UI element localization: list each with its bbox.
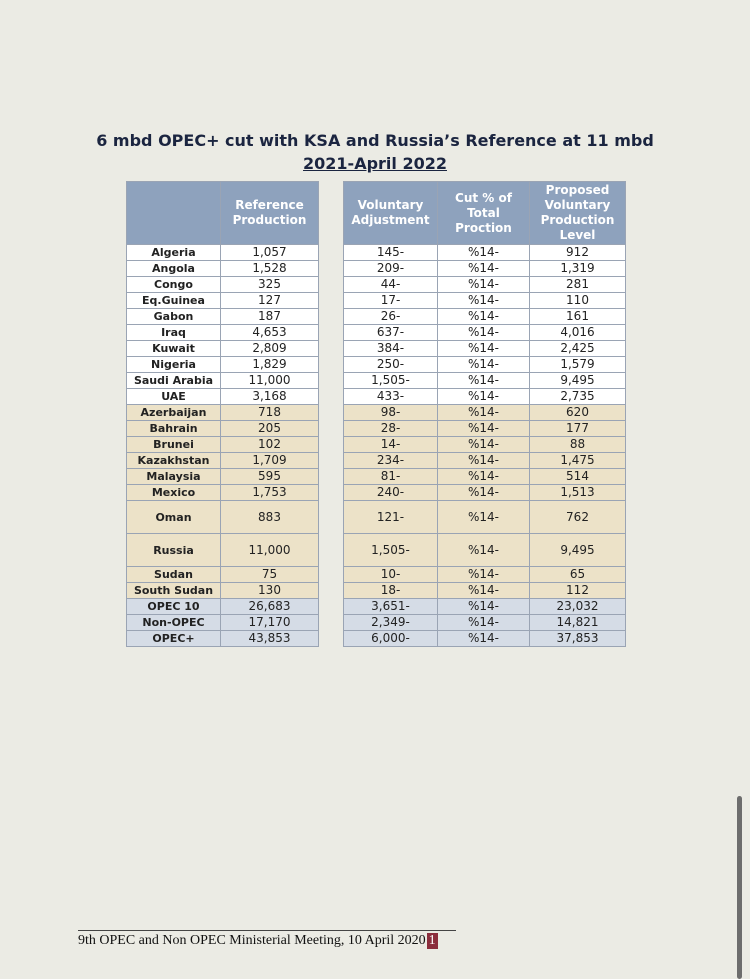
table-row bbox=[344, 567, 626, 583]
reference-cell: 102 bbox=[221, 437, 319, 453]
table-row bbox=[344, 373, 626, 389]
reference-cell: 718 bbox=[221, 405, 319, 421]
table-row bbox=[127, 277, 319, 293]
country-cell: Kazakhstan bbox=[127, 453, 221, 469]
proposed-level-cell: 4,016 bbox=[530, 325, 626, 341]
adjustment-cell: 6,000- bbox=[344, 631, 438, 647]
cut-percent-cell: %14- bbox=[438, 453, 530, 469]
table-row bbox=[127, 293, 319, 309]
adjustment-cell: 1,505- bbox=[344, 373, 438, 389]
reference-cell: 43,853 bbox=[221, 631, 319, 647]
table-row bbox=[127, 245, 319, 261]
proposed-level-cell: 2,425 bbox=[530, 341, 626, 357]
table-row bbox=[127, 373, 319, 389]
reference-cell: 11,000 bbox=[221, 534, 319, 567]
country-header bbox=[127, 182, 221, 245]
reference-cell: 130 bbox=[221, 583, 319, 599]
reference-cell: 1,528 bbox=[221, 261, 319, 277]
reference-cell: 4,653 bbox=[221, 325, 319, 341]
country-cell: Nigeria bbox=[127, 357, 221, 373]
proposed-level-cell: 762 bbox=[530, 501, 626, 534]
proposed-level-cell: 1,475 bbox=[530, 453, 626, 469]
reference-cell: 1,753 bbox=[221, 485, 319, 501]
table-row bbox=[127, 501, 319, 534]
table-row bbox=[127, 534, 319, 567]
cut-percent-cell: %14- bbox=[438, 567, 530, 583]
country-cell: Congo bbox=[127, 277, 221, 293]
cut-percent-cell: %14- bbox=[438, 583, 530, 599]
table-row bbox=[127, 453, 319, 469]
table-row bbox=[127, 615, 319, 631]
country-cell: Eq.Guinea bbox=[127, 293, 221, 309]
reference-cell: 883 bbox=[221, 501, 319, 534]
reference-cell: 2,809 bbox=[221, 341, 319, 357]
adjustment-cell: 10- bbox=[344, 567, 438, 583]
cut-percent-cell: %14- bbox=[438, 389, 530, 405]
adjustment-cell: 637- bbox=[344, 325, 438, 341]
proposed-level-cell: 88 bbox=[530, 437, 626, 453]
proposed-level-cell: 37,853 bbox=[530, 631, 626, 647]
adjustment-cell: 81- bbox=[344, 469, 438, 485]
table-row bbox=[344, 631, 626, 647]
reference-cell: 127 bbox=[221, 293, 319, 309]
table-row bbox=[127, 437, 319, 453]
reference-cell: 205 bbox=[221, 421, 319, 437]
adjustment-cell: 121- bbox=[344, 501, 438, 534]
table-row bbox=[127, 389, 319, 405]
reference-production-header: Reference Production bbox=[221, 182, 319, 245]
proposed-level-cell: 514 bbox=[530, 469, 626, 485]
table-row bbox=[127, 567, 319, 583]
voluntary-adjustment-header: Voluntary Adjustment bbox=[344, 182, 438, 245]
proposed-level-cell: 14,821 bbox=[530, 615, 626, 631]
cut-percent-cell: %14- bbox=[438, 261, 530, 277]
table-row bbox=[344, 583, 626, 599]
proposed-level-header: Proposed Voluntary Production Level bbox=[530, 182, 626, 245]
proposed-level-cell: 9,495 bbox=[530, 373, 626, 389]
reference-cell: 1,057 bbox=[221, 245, 319, 261]
cut-percent-cell: %14- bbox=[438, 325, 530, 341]
adjustment-cell: 3,651- bbox=[344, 599, 438, 615]
proposed-level-cell: 9,495 bbox=[530, 534, 626, 567]
table-row bbox=[127, 421, 319, 437]
table-row bbox=[344, 599, 626, 615]
table-row bbox=[344, 245, 626, 261]
proposed-level-cell: 912 bbox=[530, 245, 626, 261]
reference-cell: 187 bbox=[221, 309, 319, 325]
proposed-level-cell: 620 bbox=[530, 405, 626, 421]
adjustment-cell: 18- bbox=[344, 583, 438, 599]
country-cell: Malaysia bbox=[127, 469, 221, 485]
adjustment-cell: 234- bbox=[344, 453, 438, 469]
document-subtitle: 2021-April 2022 bbox=[303, 154, 447, 173]
cut-percent-cell: %14- bbox=[438, 293, 530, 309]
cut-percent-cell: %14- bbox=[438, 421, 530, 437]
proposed-level-cell: 1,319 bbox=[530, 261, 626, 277]
country-cell: Oman bbox=[127, 501, 221, 534]
reference-cell: 17,170 bbox=[221, 615, 319, 631]
reference-cell: 26,683 bbox=[221, 599, 319, 615]
footer-text: 9th OPEC and Non OPEC Ministerial Meeting, 10 April 2020 bbox=[78, 933, 426, 948]
adjustment-cell: 44- bbox=[344, 277, 438, 293]
table-row bbox=[127, 583, 319, 599]
table-row bbox=[344, 615, 626, 631]
cut-percent-header: Cut % of Total Proction bbox=[438, 182, 530, 245]
cut-percent-cell: %14- bbox=[438, 437, 530, 453]
cut-percent-cell: %14- bbox=[438, 501, 530, 534]
cut-percent-cell: %14- bbox=[438, 245, 530, 261]
reference-table bbox=[126, 181, 319, 647]
adjustment-cell: 1,505- bbox=[344, 534, 438, 567]
table-row bbox=[127, 469, 319, 485]
cut-percent-cell: %14- bbox=[438, 357, 530, 373]
proposed-level-cell: 65 bbox=[530, 567, 626, 583]
table-row bbox=[127, 309, 319, 325]
cut-percent-cell: %14- bbox=[438, 405, 530, 421]
country-cell: UAE bbox=[127, 389, 221, 405]
proposed-level-cell: 177 bbox=[530, 421, 626, 437]
adjustment-cell: 240- bbox=[344, 485, 438, 501]
country-cell: Azerbaijan bbox=[127, 405, 221, 421]
table-row bbox=[344, 534, 626, 567]
table-row bbox=[344, 309, 626, 325]
adjustment-cell: 250- bbox=[344, 357, 438, 373]
country-cell: Saudi Arabia bbox=[127, 373, 221, 389]
cut-percent-cell: %14- bbox=[438, 309, 530, 325]
proposed-level-cell: 110 bbox=[530, 293, 626, 309]
cut-percent-cell: %14- bbox=[438, 469, 530, 485]
reference-cell: 325 bbox=[221, 277, 319, 293]
country-cell: Russia bbox=[127, 534, 221, 567]
table-row bbox=[127, 357, 319, 373]
table-row bbox=[344, 293, 626, 309]
cut-percent-cell: %14- bbox=[438, 341, 530, 357]
adjustment-cell: 2,349- bbox=[344, 615, 438, 631]
table-row bbox=[344, 277, 626, 293]
proposed-level-cell: 23,032 bbox=[530, 599, 626, 615]
adjustment-table bbox=[343, 181, 626, 647]
country-cell: Bahrain bbox=[127, 421, 221, 437]
cut-percent-cell: %14- bbox=[438, 373, 530, 389]
page-number: 1 bbox=[428, 933, 436, 948]
table-row bbox=[344, 453, 626, 469]
adjustment-cell: 26- bbox=[344, 309, 438, 325]
country-cell: OPEC+ bbox=[127, 631, 221, 647]
cut-percent-cell: %14- bbox=[438, 615, 530, 631]
reference-cell: 1,829 bbox=[221, 357, 319, 373]
table-row bbox=[344, 421, 626, 437]
footer-rule bbox=[78, 930, 456, 931]
country-cell: Non-OPEC bbox=[127, 615, 221, 631]
proposed-level-cell: 112 bbox=[530, 583, 626, 599]
table-row bbox=[127, 341, 319, 357]
cut-percent-cell: %14- bbox=[438, 277, 530, 293]
page-footer bbox=[78, 933, 438, 949]
country-cell: Iraq bbox=[127, 325, 221, 341]
cut-percent-cell: %14- bbox=[438, 485, 530, 501]
reference-cell: 11,000 bbox=[221, 373, 319, 389]
reference-cell: 75 bbox=[221, 567, 319, 583]
adjustment-cell: 17- bbox=[344, 293, 438, 309]
table-row bbox=[344, 485, 626, 501]
table-row bbox=[127, 631, 319, 647]
adjustment-cell: 98- bbox=[344, 405, 438, 421]
table-row bbox=[344, 261, 626, 277]
country-cell: OPEC 10 bbox=[127, 599, 221, 615]
table-row bbox=[344, 437, 626, 453]
table-row bbox=[127, 599, 319, 615]
country-cell: Gabon bbox=[127, 309, 221, 325]
adjustment-cell: 384- bbox=[344, 341, 438, 357]
proposed-level-cell: 1,579 bbox=[530, 357, 626, 373]
scrollbar-thumb[interactable] bbox=[737, 796, 742, 979]
table-row bbox=[344, 325, 626, 341]
adjustment-cell: 433- bbox=[344, 389, 438, 405]
proposed-level-cell: 161 bbox=[530, 309, 626, 325]
country-cell: Kuwait bbox=[127, 341, 221, 357]
table-row bbox=[344, 389, 626, 405]
country-cell: Brunei bbox=[127, 437, 221, 453]
table-row bbox=[127, 405, 319, 421]
adjustment-cell: 28- bbox=[344, 421, 438, 437]
proposed-level-cell: 1,513 bbox=[530, 485, 626, 501]
table-row bbox=[344, 341, 626, 357]
document-title: 6 mbd OPEC+ cut with KSA and Russia’s Reference at 11 mbd bbox=[96, 131, 654, 150]
reference-cell: 1,709 bbox=[221, 453, 319, 469]
country-cell: Angola bbox=[127, 261, 221, 277]
table-row bbox=[127, 325, 319, 341]
country-cell: Algeria bbox=[127, 245, 221, 261]
adjustment-cell: 145- bbox=[344, 245, 438, 261]
adjustment-cell: 209- bbox=[344, 261, 438, 277]
table-row bbox=[344, 501, 626, 534]
table-row bbox=[127, 261, 319, 277]
cut-percent-cell: %14- bbox=[438, 534, 530, 567]
proposed-level-cell: 2,735 bbox=[530, 389, 626, 405]
country-cell: Sudan bbox=[127, 567, 221, 583]
table-row bbox=[127, 485, 319, 501]
country-cell: Mexico bbox=[127, 485, 221, 501]
country-cell: South Sudan bbox=[127, 583, 221, 599]
table-row bbox=[344, 405, 626, 421]
proposed-level-cell: 281 bbox=[530, 277, 626, 293]
table-row bbox=[344, 469, 626, 485]
cut-percent-cell: %14- bbox=[438, 631, 530, 647]
reference-cell: 3,168 bbox=[221, 389, 319, 405]
table-row bbox=[344, 357, 626, 373]
reference-cell: 595 bbox=[221, 469, 319, 485]
cut-percent-cell: %14- bbox=[438, 599, 530, 615]
adjustment-cell: 14- bbox=[344, 437, 438, 453]
